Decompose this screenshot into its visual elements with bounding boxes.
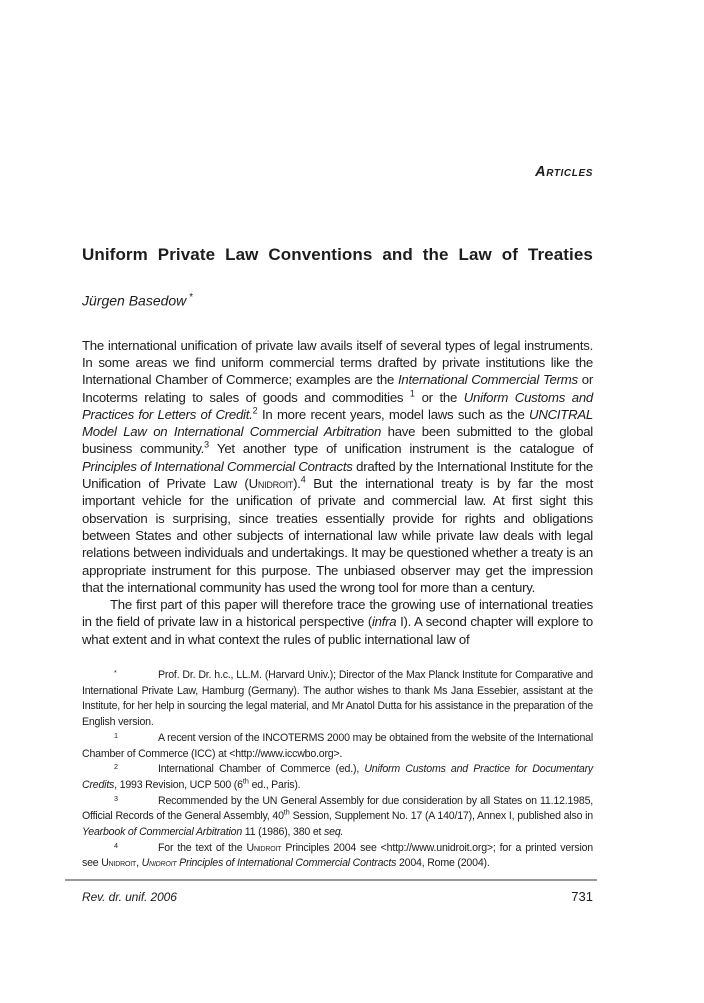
text-segment: Unidroit [248,476,294,492]
footnote [82,841,593,872]
page-footer [82,889,593,904]
text-segment: But the international treaty is by far the most important vehicle for the unification of private and commercial law. At first sight this observation is surprising, since treaties essentially provide for rights and obligations between States and other subjects of international law while private law deals with legal relations between individuals and undertakings. It may be questioned whether a treaty is an appropriate instrument for this purpose. The unbiased observer may get the impression that the international community has used the wrong tool for more than a century. [82,476,594,595]
footnote [82,731,593,762]
footnotes [82,668,593,872]
footnote-marker: 1 [114,730,118,740]
author-line [82,289,593,310]
author-note-marker: * [189,292,194,303]
text-segment: seq. [324,826,344,839]
text-segment: Unidroit [246,841,282,854]
text-segment: 11 (1986), 380 et [242,826,325,839]
footnote-ref: th [283,807,290,817]
text-segment: Session, Supplement No. 17 (A 140/17), Annex I, published also in [289,810,594,823]
text-segment: Prof. Dr. Dr. h.c., LL.M. (Harvard Univ.); Director of the Max Planck Institute for Comparative and International Private Law, Hamburg (Germany). The author wishes to thank Ms Jana Essebier, assistant at the Institute, for her help in sourcing the legal material, and Mr Anatol Dutta for his assistance in the preparation of the English version. [82,669,593,729]
footnote-ref: th [242,776,249,786]
text-segment: ). [293,476,301,492]
text-segment: Yet another type of unification instrument is the catalogue of [209,441,593,457]
text-segment: UNCITRAL Model Law on International Commercial Arbitration [82,406,593,440]
text-segment: The international unification of private law avails itself of several types of legal instruments. In some areas we find uniform commercial terms drafted by private institutions like the International Chamber of Commerce; examples are the [82,337,593,388]
text-segment: or Incoterms relating to sales of goods and commodities [82,372,593,405]
page-header [82,0,593,181]
text-segment: Principles of International Commercial Contracts [176,857,397,870]
footnote-ref: 1 [409,388,415,399]
footnote-marker: * [114,668,117,677]
paragraph [82,337,593,596]
text-segment: In more recent years, model laws such as the [257,406,530,422]
section-label: Articles [535,164,593,180]
text-segment: Unidroit [141,857,177,870]
text-segment: Principles of International Commercial Contracts [82,458,353,474]
article-title: Uniform Private Law Conventions and the Law of Treaties [82,245,593,264]
footnote [82,762,593,793]
footnote-ref: 3 [204,440,210,451]
footnote [82,668,593,731]
text-segment: Yearbook of Commercial Arbitration [82,826,243,839]
text-segment: A recent version of the INCOTERMS 2000 may be obtained from the website of the International Chamber of Commerce (ICC) at <http://www.iccwbo.org>. [82,731,593,760]
text-segment: , [136,857,142,870]
body-paragraphs [82,337,593,648]
text-segment: infra [371,614,397,630]
text-segment: , 1993 Revision, UCP 500 (6 [114,778,243,791]
text-segment: Uniform Customs and Practice for Documentary Credits [82,763,593,791]
text-segment: The first part of this paper will therefore trace the growing use of international treaties in the field of private law in a historical perspective ( [82,597,593,630]
page-number: 731 [571,889,593,905]
footnote [82,794,593,841]
text-segment: I). A second chapter will explore to what extent and in what context the rules of public international law of [82,614,593,647]
author-name: Jürgen Basedow [82,292,187,309]
text-segment: Recommended by the UN General Assembly for due consideration by all States on 11.12.1985, Official Records of the General Assembly, 40 [82,794,593,823]
text-segment: or the [414,389,464,405]
text-segment: International Chamber of Commerce (ed.), [158,763,365,776]
text-segment: 2004, Rome (2004). [396,857,490,870]
text-segment: ed., Paris). [248,778,301,791]
text-segment: have been submitted to the global business community. [82,424,593,457]
footnote-marker: 2 [114,762,118,772]
footer-rule [65,879,597,881]
text-segment: Principles 2004 see <http://www.unidroit.org>; for a printed version see [82,841,593,870]
text-segment: Unidroit [101,857,137,870]
footnote-marker: 4 [114,840,118,850]
text-segment: drafted by the International Institute for the Unification of Private Law ( [82,458,594,492]
footnote-ref: 2 [252,405,258,416]
text-segment: International Commercial Terms [397,372,578,388]
text-segment: For the text of the [158,841,247,854]
journal-reference: Rev. dr. unif. 2006 [82,890,177,905]
paragraph [82,596,593,648]
footnote-marker: 3 [114,793,118,803]
text-segment: Uniform Customs and Practices for Letters of Credit. [82,389,593,422]
footnote-ref: 4 [300,474,306,485]
